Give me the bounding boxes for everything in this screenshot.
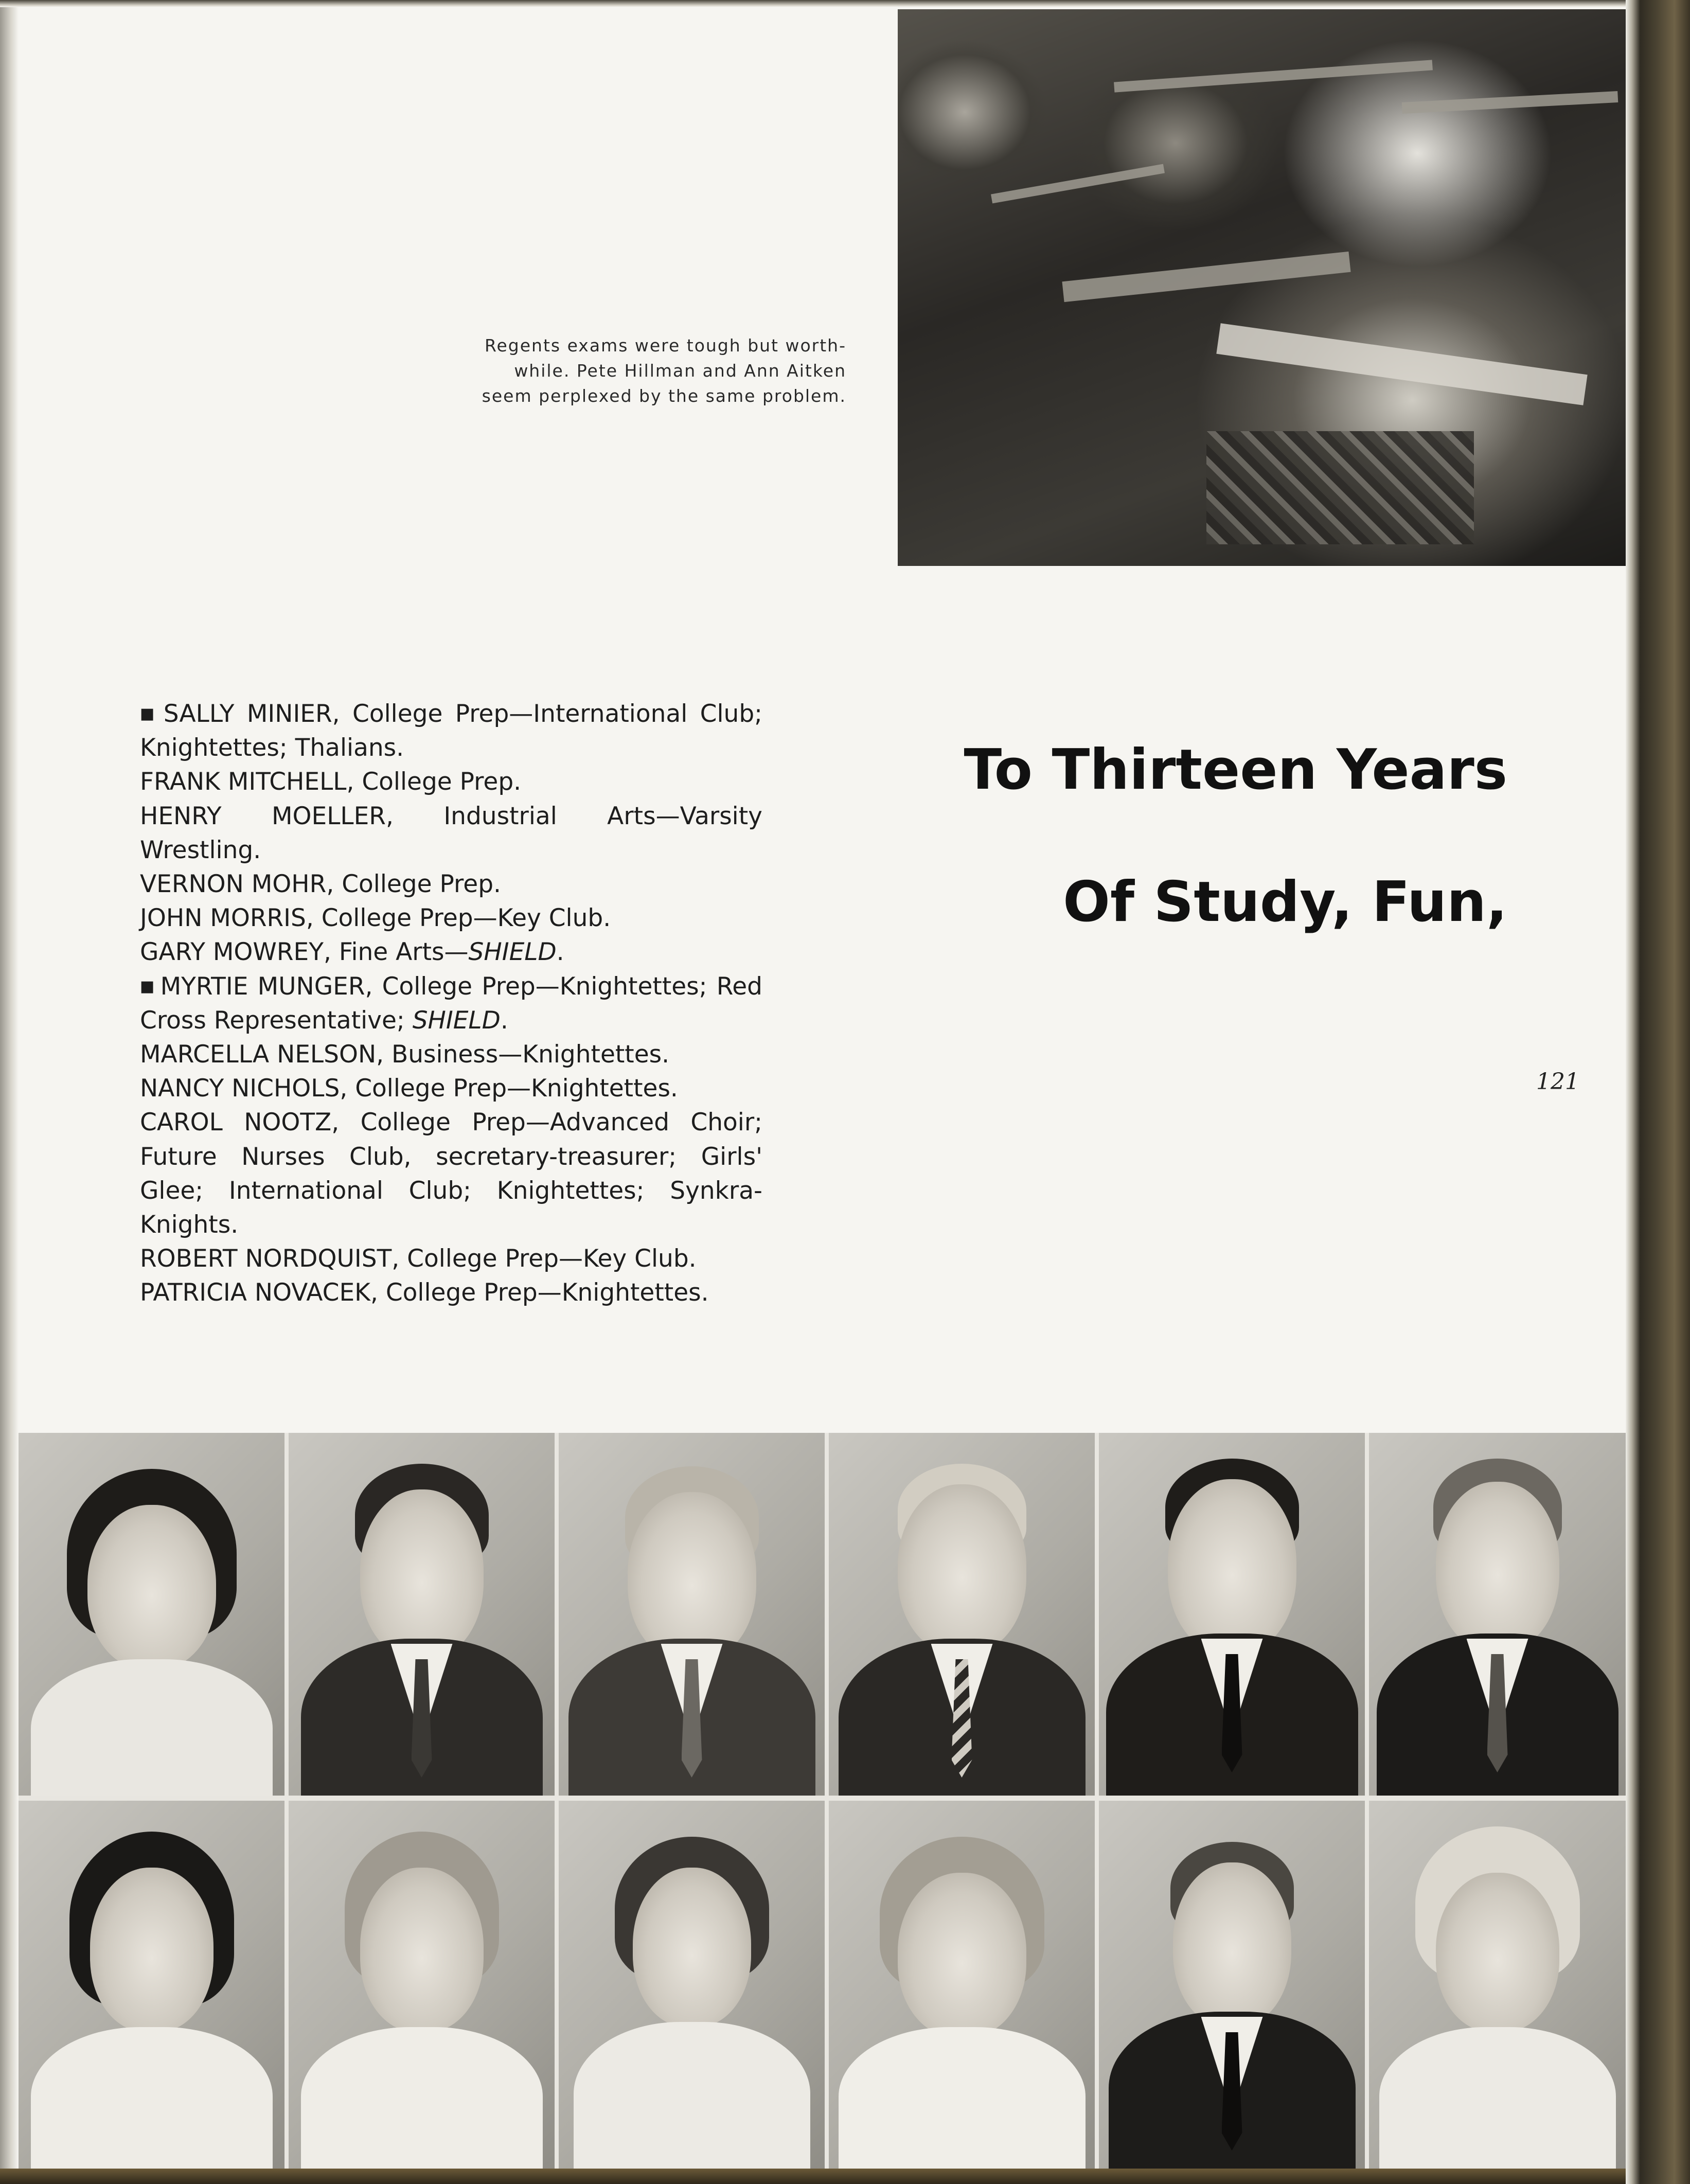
senior-portrait xyxy=(289,1801,555,2169)
senior-name: JOHN MORRIS xyxy=(140,904,306,933)
senior-details: , College Prep—Knightettes. xyxy=(370,1279,709,1307)
right-page-edge xyxy=(1626,0,1690,2184)
senior-details: , College Prep—Key Club. xyxy=(306,904,611,933)
senior-portrait xyxy=(1099,1433,1365,1796)
senior-entry xyxy=(140,970,762,1038)
senior-portrait xyxy=(1099,1801,1365,2169)
senior-name: PATRICIA NOVACEK xyxy=(140,1279,370,1307)
senior-details: , College Prep—Knightettes; Red Cross Representative; xyxy=(140,972,762,1035)
caption-line: while. Pete Hillman and Ann Aitken xyxy=(514,361,846,381)
senior-name: SALLY MINIER xyxy=(163,700,332,728)
senior-portrait xyxy=(1369,1801,1626,2169)
senior-name: MARCELLA NELSON xyxy=(140,1040,377,1069)
senior-entry xyxy=(140,1276,762,1310)
top-edge xyxy=(0,0,1626,7)
senior-entry xyxy=(140,935,762,969)
classroom-exam-photo xyxy=(898,9,1626,566)
senior-details-end: . xyxy=(556,938,564,967)
senior-portrait xyxy=(559,1801,825,2169)
square-marker-icon: ■ xyxy=(140,705,159,723)
senior-details-end: . xyxy=(500,1006,508,1035)
senior-details: , Fine Arts— xyxy=(323,938,469,967)
senior-details: , Industrial Arts—Varsity Wrestling. xyxy=(140,802,762,864)
senior-details-italic: SHIELD xyxy=(468,938,557,967)
senior-name: HENRY MOELLER xyxy=(140,802,386,830)
senior-portrait xyxy=(19,1433,284,1796)
senior-details-italic: SHIELD xyxy=(412,1006,501,1035)
square-marker-icon: ■ xyxy=(140,977,156,996)
photo-caption xyxy=(381,333,846,409)
senior-portrait xyxy=(19,1801,284,2169)
senior-portrait xyxy=(1369,1433,1626,1796)
caption-line: seem perplexed by the same problem. xyxy=(482,386,846,406)
senior-entry xyxy=(140,901,762,935)
senior-entry xyxy=(140,1106,762,1242)
senior-portrait xyxy=(829,1801,1095,2169)
senior-portrait xyxy=(829,1433,1095,1796)
senior-entry xyxy=(140,867,762,901)
senior-details: , College Prep—Advanced Choir; Future Nurses Club, secretary-treasurer; Girls' Glee; International Club; Knightettes; Synkra-Knights. xyxy=(140,1108,762,1239)
senior-name: CAROL NOOTZ xyxy=(140,1108,332,1137)
senior-name: FRANK MITCHELL xyxy=(140,768,347,796)
senior-portrait-grid xyxy=(19,1433,1626,2169)
senior-name: MYRTIE MUNGER xyxy=(160,972,365,1001)
senior-portrait xyxy=(289,1433,555,1796)
senior-entry xyxy=(140,1242,762,1276)
senior-details: , College Prep—Knightettes. xyxy=(340,1074,678,1103)
senior-entry xyxy=(140,1072,762,1106)
senior-name: VERNON MOHR xyxy=(140,870,327,899)
senior-activities-list xyxy=(140,697,762,1310)
senior-details: , College Prep—Key Club. xyxy=(392,1245,697,1273)
senior-entry xyxy=(140,765,762,799)
binding-edge xyxy=(0,0,19,2184)
headline-line-1: To Thirteen Years xyxy=(964,738,1507,802)
page-number: 121 xyxy=(1536,1069,1579,1095)
caption-line: Regents exams were tough but worth- xyxy=(485,335,846,356)
senior-name: NANCY NICHOLS xyxy=(140,1074,340,1103)
senior-entry xyxy=(140,800,762,867)
senior-entry xyxy=(140,697,762,765)
senior-details: , College Prep—International Club; Knightettes; Thalians. xyxy=(140,700,762,762)
senior-entry xyxy=(140,1038,762,1072)
senior-name: ROBERT NORDQUIST xyxy=(140,1245,392,1273)
senior-details: , College Prep. xyxy=(346,768,522,796)
bottom-edge xyxy=(0,2169,1626,2184)
senior-details: , Business—Knightettes. xyxy=(376,1040,670,1069)
senior-details: , College Prep. xyxy=(326,870,501,899)
senior-portrait xyxy=(559,1433,825,1796)
headline-line-2: Of Study, Fun, xyxy=(1063,870,1507,934)
senior-name: GARY MOWREY xyxy=(140,938,324,967)
